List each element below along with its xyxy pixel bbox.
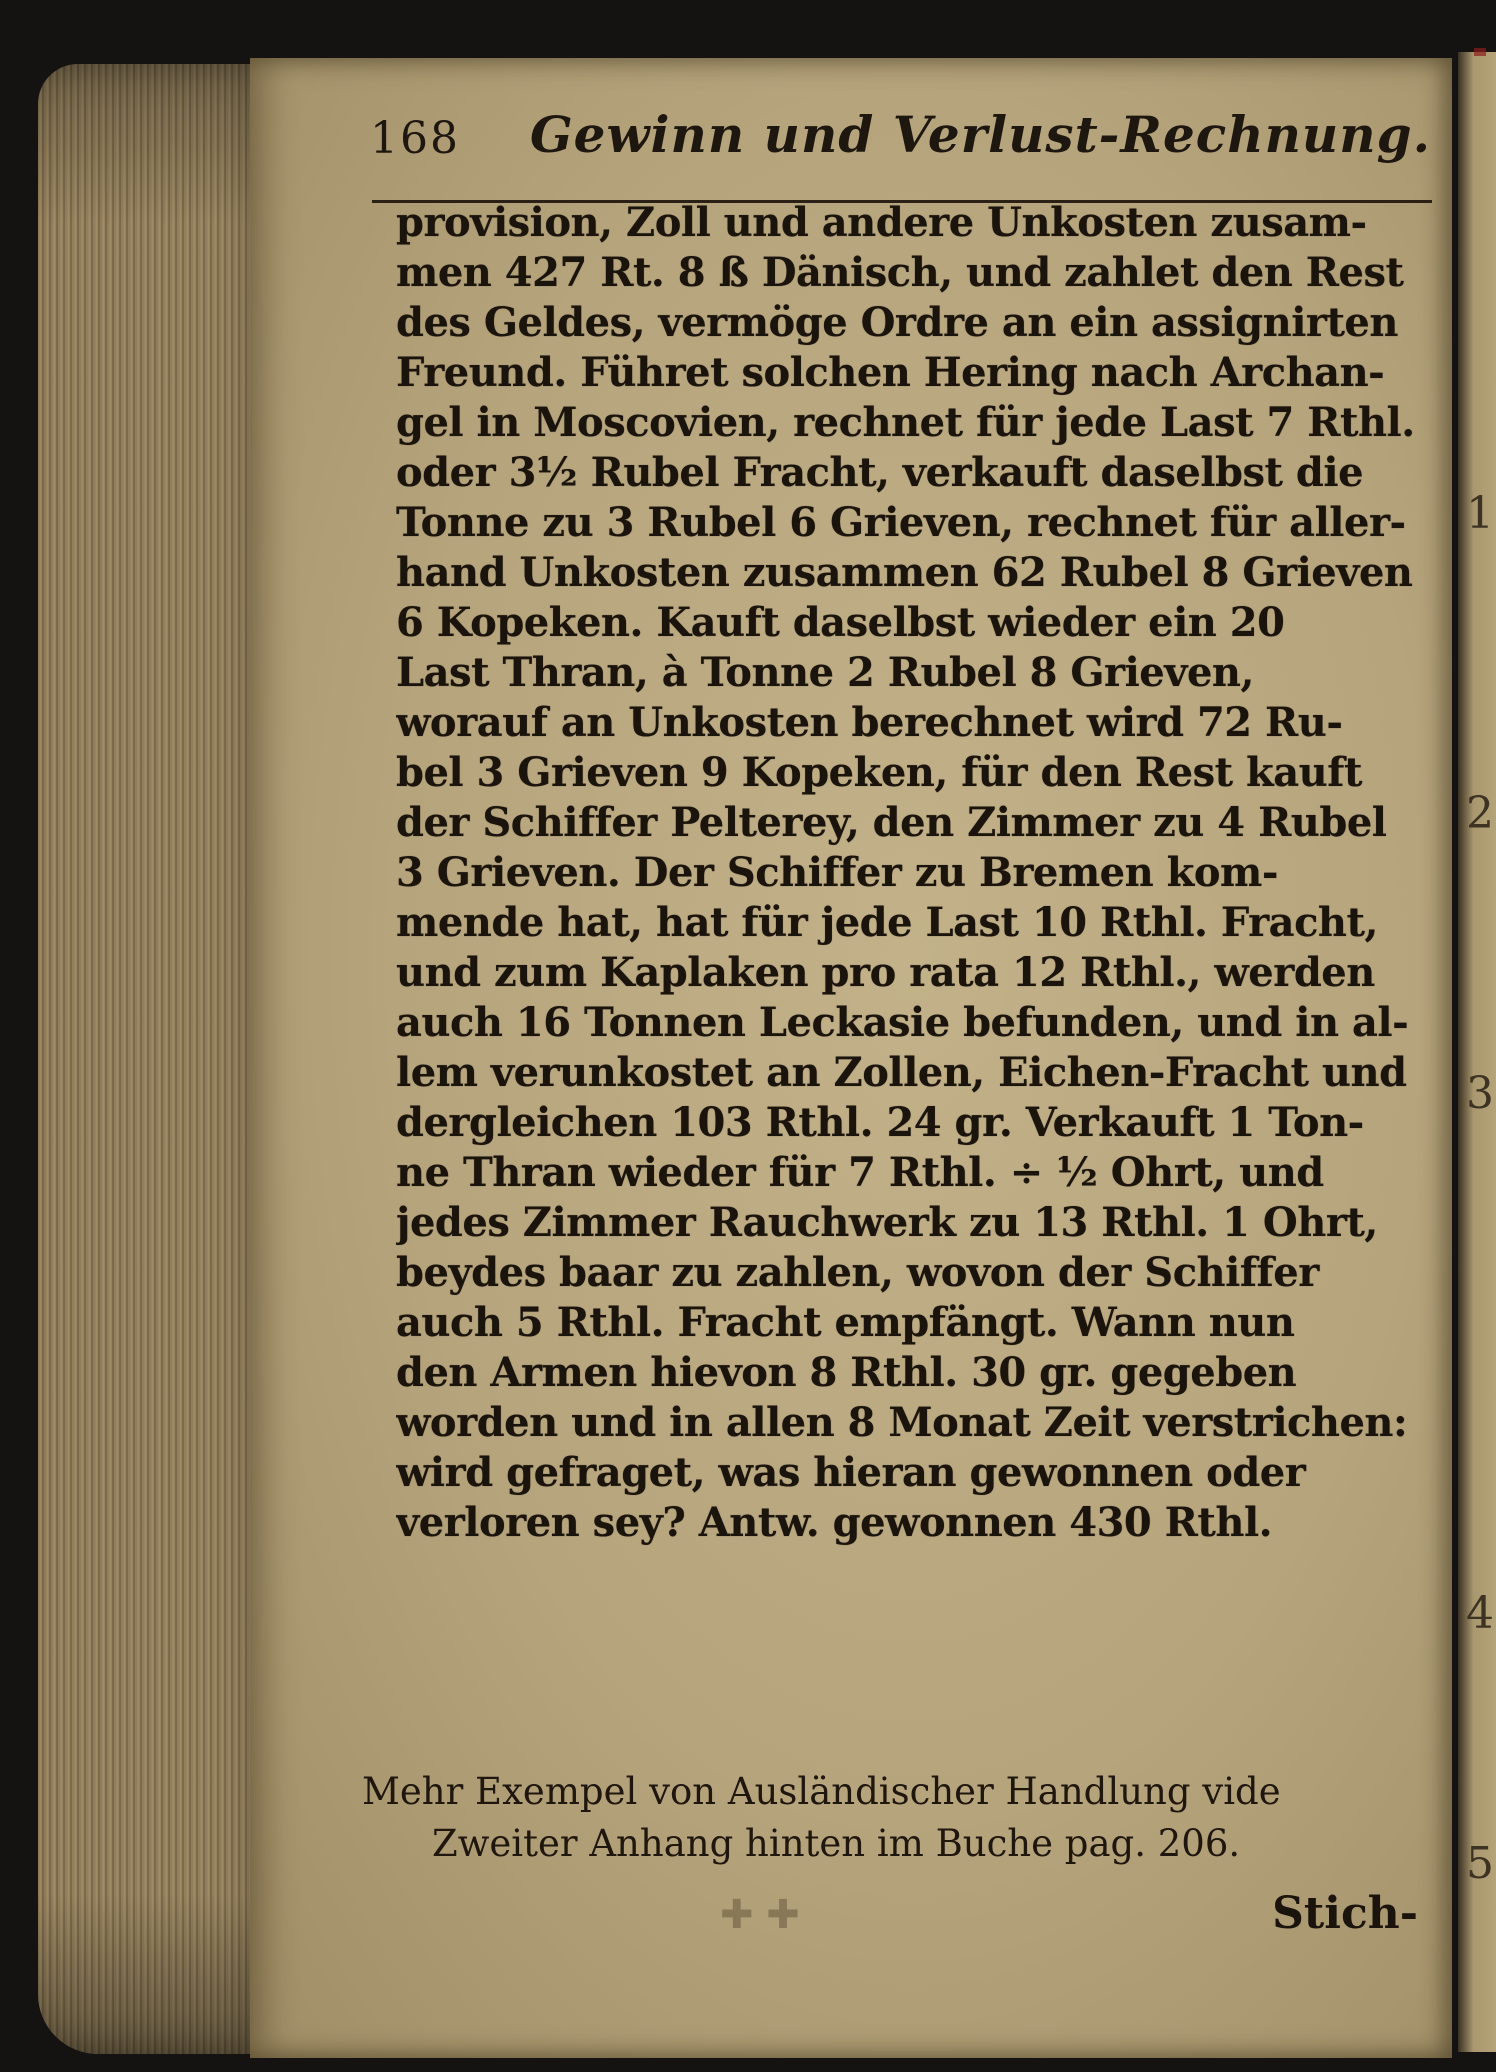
text-line: worauf an Unkosten berechnet wird 72 Ru- [396, 699, 1343, 746]
red-mark [1474, 48, 1486, 56]
text-line: 6 Kopeken. Kauft daselbst wieder ein 20 [396, 599, 1285, 646]
next-page-mark: 2 [1466, 788, 1494, 839]
running-head [370, 100, 1440, 164]
text-line: auch 5 Rthl. Fracht empfängt. Wann nun [396, 1299, 1295, 1346]
text-line: oder 3½ Rubel Fracht, verkauft daselbst die [396, 449, 1364, 496]
next-page-mark: 3 [1466, 1068, 1494, 1119]
text-line: jedes Zimmer Rauchwerk zu 13 Rthl. 1 Ohrt, [396, 1199, 1378, 1246]
text-line: ne Thran wieder für 7 Rthl. ÷ ½ Ohrt, und [396, 1149, 1324, 1196]
text-line: verloren sey? Antw. gewonnen 430 Rthl. [396, 1499, 1273, 1546]
reference-note [362, 1766, 1442, 1870]
text-line: mende hat, hat für jede Last 10 Rthl. Fracht, [396, 899, 1378, 946]
body-text [396, 198, 1441, 1548]
text-line: provision, Zoll und andere Unkosten zusam- [396, 199, 1367, 246]
text-line: 3 Grieven. Der Schiffer zu Bremen kom- [396, 849, 1278, 896]
text-line: Last Thran, à Tonne 2 Rubel 8 Grieven, [396, 649, 1254, 696]
text-line: dergleichen 103 Rthl. 24 gr. Verkauft 1 Ton- [396, 1099, 1364, 1146]
text-line: den Armen hievon 8 Rthl. 30 gr. gegeben [396, 1349, 1297, 1396]
text-line: worden und in allen 8 Monat Zeit verstrichen: [396, 1399, 1408, 1446]
text-line: der Schiffer Pelterey, den Zimmer zu 4 Rubel [396, 799, 1387, 846]
note-line: Mehr Exempel von Ausländischer Handlung vide [362, 1770, 1281, 1813]
text-line: und zum Kaplaken pro rata 12 Rthl., werden [396, 949, 1375, 996]
text-line: beydes baar zu zahlen, wovon der Schiffer [396, 1249, 1319, 1296]
next-page-mark: 1 [1466, 488, 1494, 539]
text-line: men 427 Rt. 8 ß Dänisch, und zahlet den Rest [396, 249, 1404, 296]
text-line: auch 16 Tonnen Leckasie befunden, und in al- [396, 999, 1409, 1046]
next-page-edge [1458, 52, 1496, 2052]
page-number: 168 [370, 113, 460, 164]
note-line: Zweiter Anhang hinten im Buche pag. 206. [432, 1822, 1241, 1865]
text-line: lem verunkostet an Zollen, Eichen-Fracht und [396, 1049, 1407, 1096]
page-title: Gewinn und Verlust-Rechnung. [529, 105, 1432, 164]
catchword: Stich- [1272, 1888, 1418, 1939]
text-line: Freund. Führet solchen Hering nach Archan- [396, 349, 1385, 396]
next-page-mark: 5 [1466, 1838, 1494, 1889]
text-line: Tonne zu 3 Rubel 6 Grieven, rechnet für aller- [396, 499, 1406, 546]
text-line: hand Unkosten zusammen 62 Rubel 8 Grieven [396, 549, 1413, 596]
text-line: gel in Moscovien, rechnet für jede Last 7 Rthl. [396, 399, 1415, 446]
text-line: des Geldes, vermöge Ordre an ein assignirten [396, 299, 1398, 346]
text-line: wird gefraget, was hieran gewonnen oder [396, 1449, 1306, 1496]
text-line: bel 3 Grieven 9 Kopeken, für den Rest kauft [396, 749, 1362, 796]
ink-smudge: ✚ ✚ [720, 1892, 800, 1938]
next-page-mark: 4 [1466, 1588, 1494, 1639]
